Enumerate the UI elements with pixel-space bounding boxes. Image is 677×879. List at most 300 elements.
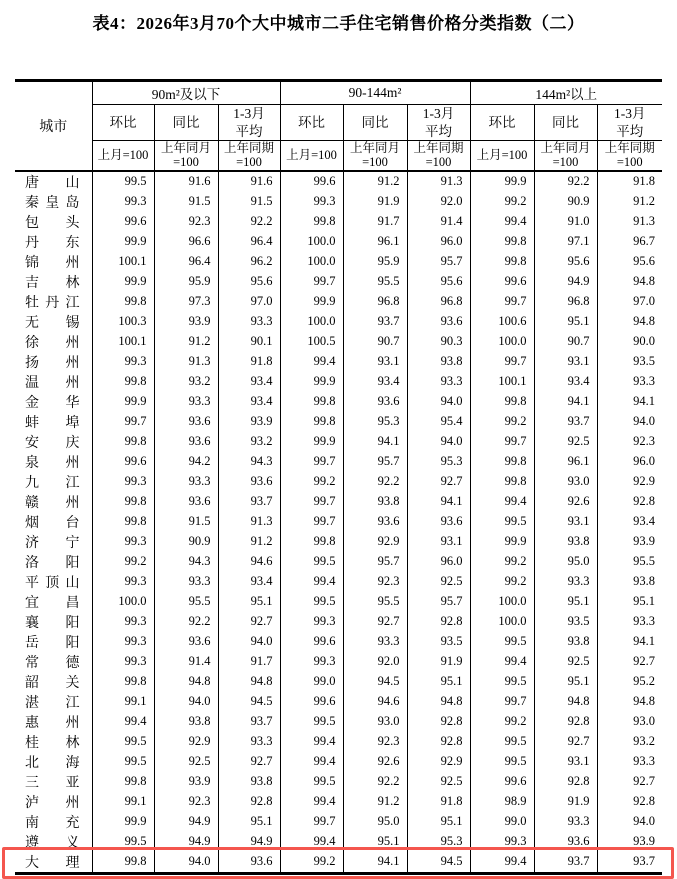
city-cell: 襄 阳 <box>25 615 80 631</box>
value-cell: 93.3 <box>218 312 280 332</box>
value-cell: 91.7 <box>218 652 280 672</box>
value-cell: 99.7 <box>92 412 154 432</box>
value-cell: 99.4 <box>470 492 534 512</box>
value-cell: 99.7 <box>280 512 343 532</box>
table-row <box>15 412 662 432</box>
value-cell: 91.2 <box>218 532 280 552</box>
value-cell: 93.9 <box>154 312 218 332</box>
value-cell: 99.8 <box>470 472 534 492</box>
value-cell: 92.3 <box>154 792 218 812</box>
value-cell: 94.0 <box>154 852 218 874</box>
city-cell: 宜 昌 <box>25 595 80 611</box>
value-cell: 94.8 <box>597 312 662 332</box>
value-cell: 91.4 <box>407 212 470 232</box>
table-row <box>15 332 662 352</box>
value-cell: 94.6 <box>218 552 280 572</box>
value-cell: 94.6 <box>343 692 407 712</box>
value-cell: 99.3 <box>92 632 154 652</box>
value-cell: 92.7 <box>343 612 407 632</box>
value-cell: 92.6 <box>343 752 407 772</box>
base-line: 上年同月 <box>160 141 211 156</box>
value-cell: 99.5 <box>280 552 343 572</box>
value-cell: 93.8 <box>407 352 470 372</box>
table-row <box>15 312 662 332</box>
metric-line: 同比 <box>172 114 200 130</box>
base-line: 上年同期 <box>413 141 464 156</box>
value-cell: 99.2 <box>280 852 343 874</box>
value-cell: 93.4 <box>534 372 597 392</box>
table-row <box>15 432 662 452</box>
value-cell: 93.1 <box>343 352 407 372</box>
base-header <box>470 141 534 171</box>
value-cell: 95.6 <box>407 272 470 292</box>
value-cell: 93.6 <box>154 432 218 452</box>
value-cell: 96.1 <box>534 452 597 472</box>
value-cell: 92.3 <box>343 732 407 752</box>
value-cell: 94.3 <box>218 452 280 472</box>
table-row <box>15 572 662 592</box>
value-cell: 92.2 <box>534 171 597 192</box>
value-cell: 99.6 <box>92 452 154 472</box>
value-cell: 99.4 <box>470 852 534 874</box>
value-cell: 93.6 <box>154 492 218 512</box>
value-cell: 99.8 <box>280 392 343 412</box>
value-cell: 99.4 <box>280 572 343 592</box>
city-cell: 桂 林 <box>25 735 80 751</box>
value-cell: 95.1 <box>534 672 597 692</box>
value-cell: 92.6 <box>534 492 597 512</box>
value-cell: 93.5 <box>534 612 597 632</box>
size-group-header-1: 90m²及以下 <box>92 81 280 105</box>
value-cell: 99.9 <box>470 171 534 192</box>
value-cell: 99.6 <box>470 772 534 792</box>
base-header <box>218 141 280 171</box>
value-cell: 92.0 <box>343 652 407 672</box>
value-cell: 99.0 <box>280 672 343 692</box>
table-row <box>15 632 662 652</box>
value-cell: 93.8 <box>534 632 597 652</box>
value-cell: 90.7 <box>534 332 597 352</box>
value-cell: 99.2 <box>470 572 534 592</box>
value-cell: 94.1 <box>343 432 407 452</box>
header-group-row <box>15 81 662 105</box>
value-cell: 94.9 <box>534 272 597 292</box>
value-cell: 94.8 <box>597 272 662 292</box>
value-cell: 93.4 <box>218 372 280 392</box>
metric-header <box>407 105 470 141</box>
value-cell: 92.3 <box>154 212 218 232</box>
value-cell: 92.2 <box>343 772 407 792</box>
header-metric-row <box>15 105 662 141</box>
city-cell: 安 庆 <box>25 435 80 451</box>
value-cell: 93.2 <box>597 732 662 752</box>
value-cell: 99.7 <box>280 812 343 832</box>
value-cell: 100.1 <box>470 372 534 392</box>
value-cell: 92.7 <box>534 732 597 752</box>
value-cell: 93.3 <box>154 392 218 412</box>
value-cell: 94.0 <box>597 412 662 432</box>
value-cell: 92.8 <box>597 492 662 512</box>
table-row <box>15 712 662 732</box>
city-cell: 北 海 <box>25 755 80 771</box>
base-line: 上年同月 <box>349 141 400 156</box>
value-cell: 93.2 <box>218 432 280 452</box>
value-cell: 99.3 <box>92 472 154 492</box>
metric-line: 平均 <box>235 123 263 139</box>
value-cell: 96.6 <box>154 232 218 252</box>
value-cell: 99.2 <box>470 712 534 732</box>
value-cell: 94.5 <box>407 852 470 874</box>
value-cell: 93.8 <box>343 492 407 512</box>
value-cell: 93.5 <box>597 352 662 372</box>
city-cell: 常 德 <box>25 655 80 671</box>
value-cell: 100.0 <box>470 612 534 632</box>
size-group-header-2: 90-144m² <box>280 81 470 105</box>
value-cell: 95.0 <box>534 552 597 572</box>
value-cell: 93.3 <box>218 732 280 752</box>
metric-line: 环比 <box>488 114 516 130</box>
city-cell: 泉 州 <box>25 455 80 471</box>
value-cell: 93.4 <box>218 392 280 412</box>
city-cell: 秦 皇 岛 <box>25 195 80 211</box>
metric-header <box>218 105 280 141</box>
table-row <box>15 472 662 492</box>
value-cell: 96.1 <box>343 232 407 252</box>
value-cell: 92.7 <box>597 652 662 672</box>
city-cell: 南 充 <box>25 815 80 831</box>
metric-header <box>534 105 597 141</box>
value-cell: 93.7 <box>597 852 662 874</box>
value-cell: 99.3 <box>280 192 343 212</box>
value-cell: 95.1 <box>534 592 597 612</box>
value-cell: 95.1 <box>218 592 280 612</box>
value-cell: 92.3 <box>343 572 407 592</box>
city-cell: 包 头 <box>25 215 80 231</box>
value-cell: 99.9 <box>92 232 154 252</box>
metric-header <box>92 105 154 141</box>
value-cell: 95.6 <box>597 252 662 272</box>
value-cell: 99.5 <box>470 752 534 772</box>
value-cell: 93.1 <box>534 752 597 772</box>
value-cell: 93.0 <box>343 712 407 732</box>
table-row <box>15 171 662 192</box>
value-cell: 95.5 <box>597 552 662 572</box>
value-cell: 99.2 <box>92 552 154 572</box>
value-cell: 91.8 <box>407 792 470 812</box>
value-cell: 99.4 <box>280 352 343 372</box>
value-cell: 93.6 <box>534 832 597 852</box>
city-cell: 扬 州 <box>25 355 80 371</box>
base-header <box>92 141 154 171</box>
base-header <box>534 141 597 171</box>
value-cell: 93.3 <box>154 472 218 492</box>
table-row <box>15 792 662 812</box>
value-cell: 90.7 <box>343 332 407 352</box>
value-cell: 95.1 <box>534 312 597 332</box>
value-cell: 94.9 <box>154 812 218 832</box>
value-cell: 92.8 <box>534 712 597 732</box>
table-row <box>15 292 662 312</box>
value-cell: 99.2 <box>280 472 343 492</box>
value-cell: 94.0 <box>597 812 662 832</box>
value-cell: 91.4 <box>154 652 218 672</box>
base-header <box>280 141 343 171</box>
value-cell: 94.3 <box>154 552 218 572</box>
value-cell: 90.3 <box>407 332 470 352</box>
price-index-table <box>15 79 662 875</box>
value-cell: 93.3 <box>407 372 470 392</box>
value-cell: 92.8 <box>218 792 280 812</box>
table-row <box>15 612 662 632</box>
table-row <box>15 852 662 874</box>
value-cell: 92.2 <box>218 212 280 232</box>
table-body <box>15 171 662 874</box>
value-cell: 92.5 <box>534 432 597 452</box>
value-cell: 96.4 <box>154 252 218 272</box>
value-cell: 99.4 <box>470 652 534 672</box>
value-cell: 91.2 <box>343 792 407 812</box>
table-row <box>15 492 662 512</box>
page <box>0 9 677 871</box>
value-cell: 99.9 <box>92 812 154 832</box>
value-cell: 94.1 <box>343 852 407 874</box>
metric-line: 同比 <box>552 114 580 130</box>
value-cell: 93.8 <box>534 532 597 552</box>
value-cell: 97.3 <box>154 292 218 312</box>
value-cell: 99.8 <box>470 252 534 272</box>
value-cell: 93.1 <box>407 532 470 552</box>
value-cell: 99.4 <box>92 712 154 732</box>
table-row <box>15 272 662 292</box>
value-cell: 96.8 <box>343 292 407 312</box>
value-cell: 99.7 <box>470 292 534 312</box>
base-header <box>343 141 407 171</box>
value-cell: 99.8 <box>470 232 534 252</box>
value-cell: 93.6 <box>218 852 280 874</box>
value-cell: 97.1 <box>534 232 597 252</box>
value-cell: 92.9 <box>597 472 662 492</box>
value-cell: 99.3 <box>470 832 534 852</box>
city-cell: 唐 山 <box>25 175 80 191</box>
city-cell: 徐 州 <box>25 335 80 351</box>
value-cell: 93.0 <box>534 472 597 492</box>
value-cell: 100.6 <box>470 312 534 332</box>
value-cell: 93.6 <box>407 312 470 332</box>
value-cell: 92.8 <box>407 732 470 752</box>
value-cell: 91.8 <box>597 171 662 192</box>
value-cell: 94.0 <box>407 392 470 412</box>
value-cell: 90.9 <box>154 532 218 552</box>
value-cell: 91.2 <box>597 192 662 212</box>
value-cell: 93.7 <box>534 412 597 432</box>
value-cell: 94.5 <box>343 672 407 692</box>
value-cell: 94.8 <box>597 692 662 712</box>
value-cell: 100.0 <box>92 592 154 612</box>
value-cell: 92.9 <box>154 732 218 752</box>
value-cell: 91.3 <box>154 352 218 372</box>
city-cell: 烟 台 <box>25 515 80 531</box>
metric-line: 环比 <box>298 114 325 130</box>
metric-header <box>154 105 218 141</box>
value-cell: 94.5 <box>218 692 280 712</box>
value-cell: 100.0 <box>470 592 534 612</box>
base-line: 上月=100 <box>286 148 337 163</box>
value-cell: 92.5 <box>154 752 218 772</box>
value-cell: 95.4 <box>407 412 470 432</box>
value-cell: 99.6 <box>280 171 343 192</box>
value-cell: 96.7 <box>597 232 662 252</box>
value-cell: 99.8 <box>92 372 154 392</box>
value-cell: 96.0 <box>407 552 470 572</box>
value-cell: 92.7 <box>597 772 662 792</box>
value-cell: 92.5 <box>534 652 597 672</box>
city-cell: 泸 州 <box>25 795 80 811</box>
value-cell: 95.1 <box>218 812 280 832</box>
city-cell: 遵 义 <box>25 835 80 851</box>
value-cell: 91.2 <box>154 332 218 352</box>
value-cell: 93.6 <box>154 632 218 652</box>
value-cell: 95.9 <box>154 272 218 292</box>
value-cell: 93.7 <box>218 492 280 512</box>
value-cell: 93.0 <box>597 712 662 732</box>
value-cell: 93.3 <box>534 572 597 592</box>
table-row <box>15 372 662 392</box>
value-cell: 94.1 <box>407 492 470 512</box>
value-cell: 93.1 <box>534 512 597 532</box>
value-cell: 95.5 <box>343 272 407 292</box>
value-cell: 99.7 <box>470 352 534 372</box>
value-cell: 92.0 <box>407 192 470 212</box>
value-cell: 99.6 <box>280 632 343 652</box>
value-cell: 95.6 <box>534 252 597 272</box>
table-row <box>15 192 662 212</box>
value-cell: 91.7 <box>343 212 407 232</box>
value-cell: 93.2 <box>154 372 218 392</box>
value-cell: 95.3 <box>343 412 407 432</box>
value-cell: 93.3 <box>343 632 407 652</box>
value-cell: 91.5 <box>154 512 218 532</box>
value-cell: 95.1 <box>407 672 470 692</box>
value-cell: 91.9 <box>407 652 470 672</box>
base-header <box>154 141 218 171</box>
value-cell: 92.3 <box>597 432 662 452</box>
metric-line: 1-3月 <box>233 106 265 121</box>
value-cell: 92.8 <box>597 792 662 812</box>
metric-header <box>597 105 662 141</box>
city-cell: 三 亚 <box>25 775 80 791</box>
base-line: =100 <box>362 155 388 170</box>
value-cell: 99.3 <box>280 612 343 632</box>
table-row <box>15 452 662 472</box>
value-cell: 93.6 <box>343 392 407 412</box>
value-cell: 94.8 <box>534 692 597 712</box>
value-cell: 90.0 <box>597 332 662 352</box>
value-cell: 95.5 <box>343 592 407 612</box>
metric-header <box>343 105 407 141</box>
value-cell: 94.8 <box>218 672 280 692</box>
value-cell: 99.8 <box>92 852 154 874</box>
value-cell: 92.9 <box>407 752 470 772</box>
base-line: =100 <box>236 155 262 170</box>
value-cell: 93.8 <box>218 772 280 792</box>
value-cell: 99.5 <box>92 171 154 192</box>
table-row <box>15 392 662 412</box>
value-cell: 99.8 <box>92 772 154 792</box>
metric-header <box>470 105 534 141</box>
value-cell: 99.4 <box>280 752 343 772</box>
value-cell: 91.6 <box>154 171 218 192</box>
value-cell: 99.8 <box>470 452 534 472</box>
value-cell: 97.0 <box>218 292 280 312</box>
value-cell: 91.5 <box>154 192 218 212</box>
value-cell: 95.7 <box>407 252 470 272</box>
metric-line: 1-3月 <box>614 106 646 121</box>
value-cell: 97.0 <box>597 292 662 312</box>
city-cell: 吉 林 <box>25 275 80 291</box>
table-row <box>15 532 662 552</box>
value-cell: 95.6 <box>218 272 280 292</box>
value-cell: 99.6 <box>280 692 343 712</box>
city-cell: 牡 丹 江 <box>25 295 80 311</box>
value-cell: 94.0 <box>407 432 470 452</box>
metric-header <box>280 105 343 141</box>
value-cell: 100.0 <box>470 332 534 352</box>
value-cell: 91.8 <box>218 352 280 372</box>
value-cell: 93.9 <box>597 832 662 852</box>
value-cell: 100.0 <box>280 312 343 332</box>
value-cell: 94.1 <box>534 392 597 412</box>
value-cell: 93.1 <box>534 352 597 372</box>
value-cell: 93.4 <box>218 572 280 592</box>
value-cell: 99.3 <box>92 652 154 672</box>
value-cell: 99.7 <box>470 432 534 452</box>
value-cell: 99.5 <box>280 712 343 732</box>
value-cell: 90.9 <box>534 192 597 212</box>
city-cell: 岳 阳 <box>25 635 80 651</box>
value-cell: 92.8 <box>407 612 470 632</box>
table-row <box>15 212 662 232</box>
value-cell: 96.8 <box>534 292 597 312</box>
value-cell: 93.4 <box>343 372 407 392</box>
value-cell: 95.3 <box>407 452 470 472</box>
value-cell: 99.4 <box>280 832 343 852</box>
value-cell: 99.5 <box>470 512 534 532</box>
value-cell: 92.5 <box>407 772 470 792</box>
value-cell: 99.5 <box>280 772 343 792</box>
base-line: =100 <box>425 155 452 170</box>
table-row <box>15 652 662 672</box>
value-cell: 99.3 <box>92 612 154 632</box>
base-line: 上月=100 <box>476 148 528 163</box>
value-cell: 99.7 <box>280 272 343 292</box>
value-cell: 100.3 <box>92 312 154 332</box>
value-cell: 99.0 <box>470 812 534 832</box>
value-cell: 96.0 <box>597 452 662 472</box>
value-cell: 100.1 <box>92 332 154 352</box>
value-cell: 99.3 <box>280 652 343 672</box>
value-cell: 95.7 <box>343 552 407 572</box>
value-cell: 93.3 <box>534 812 597 832</box>
value-cell: 91.3 <box>407 171 470 192</box>
metric-line: 平均 <box>425 123 453 139</box>
value-cell: 91.0 <box>534 212 597 232</box>
value-cell: 93.3 <box>597 372 662 392</box>
value-cell: 99.3 <box>92 352 154 372</box>
city-column-header: 城市 <box>15 81 92 171</box>
value-cell: 93.5 <box>407 632 470 652</box>
value-cell: 96.4 <box>218 232 280 252</box>
value-cell: 99.5 <box>92 832 154 852</box>
